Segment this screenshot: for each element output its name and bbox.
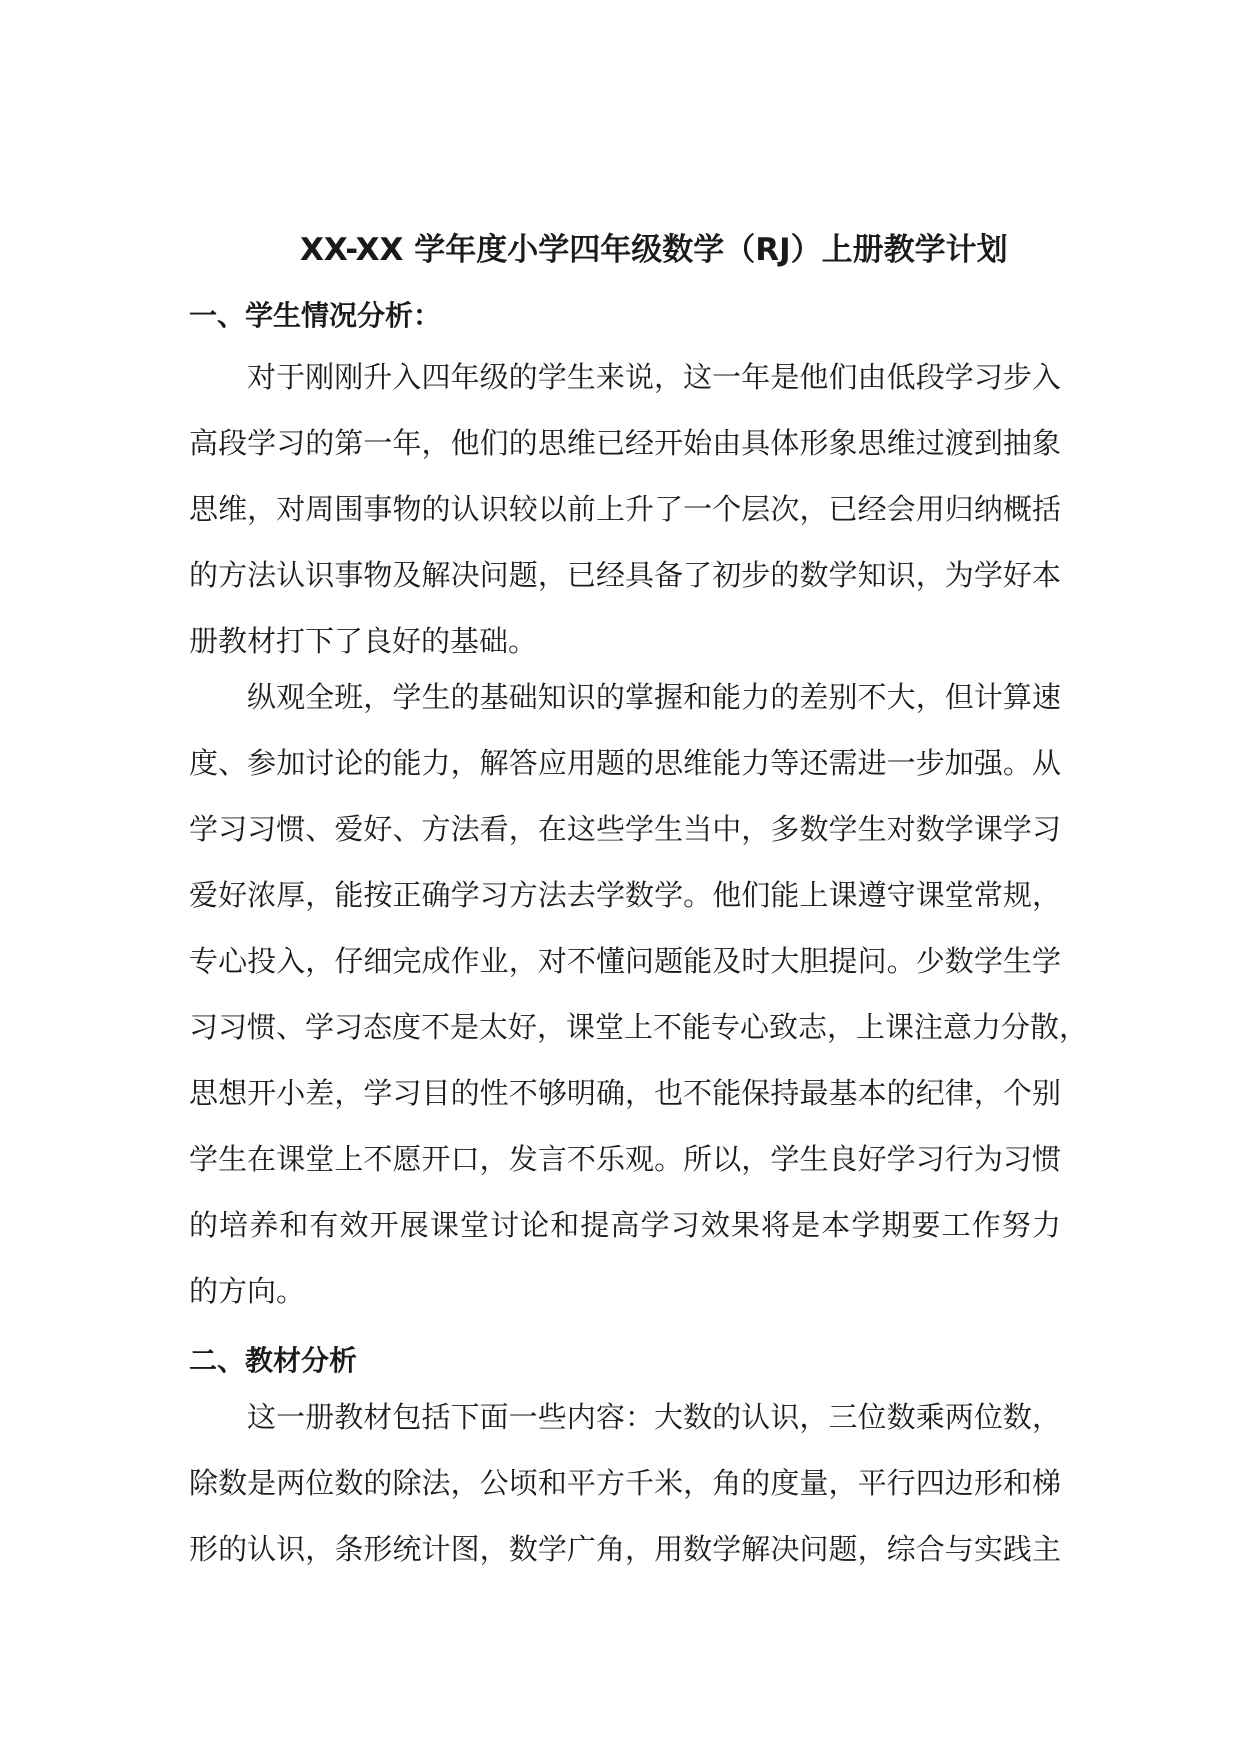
section-heading-textbook-analysis: 二、教材分析	[189, 1344, 358, 1377]
paragraph-line: 的培养和有效开展课堂讨论和提高学习效果将是本学期要工作努力	[189, 1208, 1061, 1242]
paragraph-line: 思维，对周围事物的认识较以前上升了一个层次，已经会用归纳概括	[189, 492, 1061, 526]
paragraph-line: 思想开小差，学习目的性不够明确，也不能保持最基本的纪律，个别	[189, 1076, 1061, 1110]
paragraph-line: 专心投入，仔细完成作业，对不懂问题能及时大胆提问。少数学生学	[189, 944, 1061, 978]
paragraph-line: 爱好浓厚，能按正确学习方法去学数学。他们能上课遵守课堂常规，	[189, 878, 1061, 912]
paragraph-line: 高段学习的第一年，他们的思维已经开始由具体形象思维过渡到抽象	[189, 426, 1061, 460]
paragraph-line: 除数是两位数的除法，公顷和平方千米，角的度量，平行四边形和梯	[189, 1466, 1061, 1500]
paragraph-line: 习习惯、学习态度不是太好，课堂上不能专心致志，上课注意力分散，	[189, 1010, 1089, 1044]
paragraph-line: 形的认识，条形统计图，数学广角，用数学解决问题，综合与实践主	[189, 1532, 1061, 1566]
section-heading-student-analysis: 一、学生情况分析：	[189, 299, 442, 332]
paragraph-line: 的方法认识事物及解决问题，已经具备了初步的数学知识，为学好本	[189, 558, 1061, 592]
paragraph-class-analysis	[189, 664, 1089, 1324]
paragraph-line: 的方向。	[189, 1274, 306, 1308]
paragraph-line: 册教材打下了良好的基础。	[189, 624, 538, 658]
paragraph-textbook-contents	[189, 1384, 1061, 1582]
paragraph-line: 纵观全班，学生的基础知识的掌握和能力的差别不大，但计算速	[247, 680, 1061, 714]
paragraph-line: 这一册教材包括下面一些内容：大数的认识，三位数乘两位数，	[247, 1400, 1061, 1434]
paragraph-line: 学习习惯、爱好、方法看，在这些学生当中，多数学生对数学课学习	[189, 812, 1061, 846]
document-title: XX-XX 学年度小学四年级数学（RJ）上册教学计划	[300, 232, 1008, 268]
paragraph-line: 度、参加讨论的能力，解答应用题的思维能力等还需进一步加强。从	[189, 746, 1061, 780]
paragraph-line: 对于刚刚升入四年级的学生来说，这一年是他们由低段学习步入	[247, 360, 1061, 394]
paragraph-line: 学生在课堂上不愿开口，发言不乐观。所以，学生良好学习行为习惯	[189, 1142, 1061, 1176]
paragraph-student-overview	[189, 344, 1061, 674]
